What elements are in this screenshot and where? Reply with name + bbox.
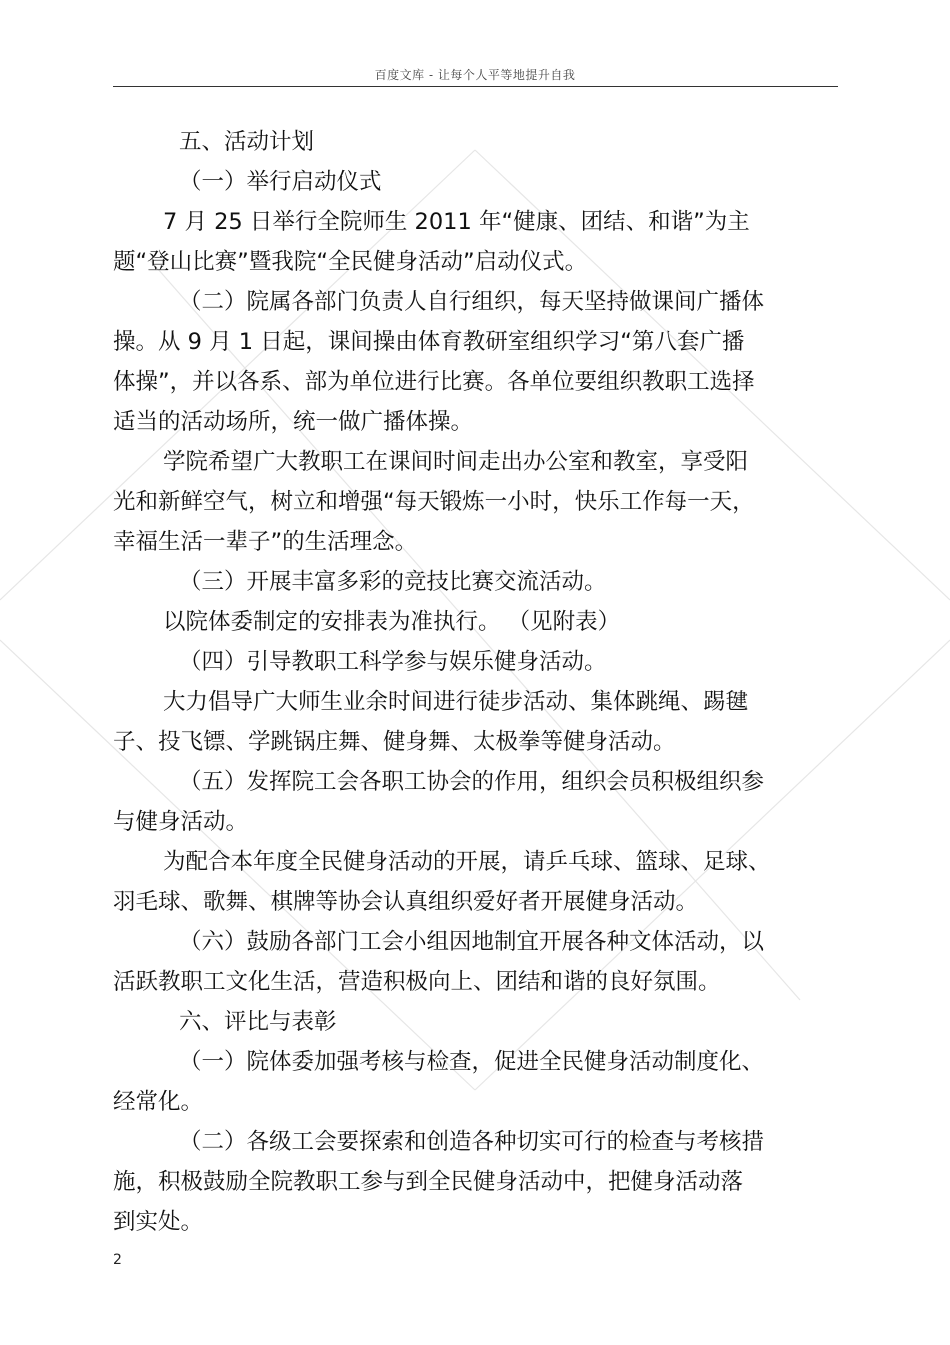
paragraph-line: 大力倡导广大师生业余时间进行徒步活动、集体跳绳、踢毽: [163, 689, 749, 715]
page-header: 百度文库 - 让每个人平等地提升自我: [374, 68, 576, 82]
paragraph-line: （五）发挥院工会各职工协会的作用，组织会员积极组织参: [179, 769, 765, 795]
paragraph-line: 7 月 25 日举行全院师生 2011 年“健康、团结、和谐”为主: [163, 209, 750, 235]
paragraph-line: 题“登山比赛”暨我院“全民健身活动”启动仪式。: [113, 249, 588, 275]
page-number: 2: [113, 1252, 122, 1268]
paragraph-line: （二）院属各部门负责人自行组织，每天坚持做课间广播体: [179, 289, 765, 315]
paragraph-line: 操。从 9 月 1 日起，课间操由体育教研室组织学习“第八套广播: [113, 329, 745, 355]
paragraph-line: 施，积极鼓励全院教职工参与到全民健身活动中，把健身活动落: [113, 1169, 744, 1195]
paragraph-line: 羽毛球、歌舞、棋牌等协会认真组织爱好者开展健身活动。: [113, 889, 699, 915]
paragraph-line: 适当的活动场所，统一做广播体操。: [113, 409, 474, 435]
paragraph-line: 幸福生活一辈子”的生活理念。: [113, 529, 418, 555]
paragraph-line: 体操”，并以各系、部为单位进行比赛。各单位要组织教职工选择: [113, 369, 755, 395]
paragraph-line: 到实处。: [113, 1209, 204, 1235]
header-divider: [113, 86, 838, 87]
paragraph-line: （一）院体委加强考核与检查，促进全民健身活动制度化、: [179, 1049, 765, 1075]
paragraph-line: 光和新鲜空气，树立和增强“每天锻炼一小时，快乐工作每一天，: [113, 489, 755, 515]
paragraph-line: 学院希望广大教职工在课间时间走出办公室和教室，享受阳: [163, 449, 749, 475]
paragraph-line: （二）各级工会要探索和创造各种切实可行的检查与考核措: [179, 1129, 765, 1155]
document-body: [113, 122, 813, 1242]
subheading-competitions: （三）开展丰富多彩的竞技比赛交流活动。: [179, 569, 607, 595]
section-heading-evaluation: 六、评比与表彰: [179, 1009, 337, 1035]
paragraph-line: （六）鼓励各部门工会小组因地制宜开展各种文体活动，以: [179, 929, 765, 955]
paragraph-line: 与健身活动。: [113, 809, 249, 835]
subheading-guide-staff: （四）引导教职工科学参与娱乐健身活动。: [179, 649, 607, 675]
paragraph-line: 经常化。: [113, 1089, 204, 1115]
paragraph-line: 以院体委制定的安排表为准执行。 （见附表）: [163, 609, 621, 635]
paragraph-line: 子、投飞镖、学跳锅庄舞、健身舞、太极拳等健身活动。: [113, 729, 676, 755]
section-heading-activity-plan: 五、活动计划: [179, 129, 315, 155]
paragraph-line: 活跃教职工文化生活，营造积极向上、团结和谐的良好氛围。: [113, 969, 721, 995]
subheading-launch-ceremony: （一）举行启动仪式: [179, 169, 382, 195]
paragraph-line: 为配合本年度全民健身活动的开展，请乒乓球、篮球、足球、: [163, 849, 771, 875]
